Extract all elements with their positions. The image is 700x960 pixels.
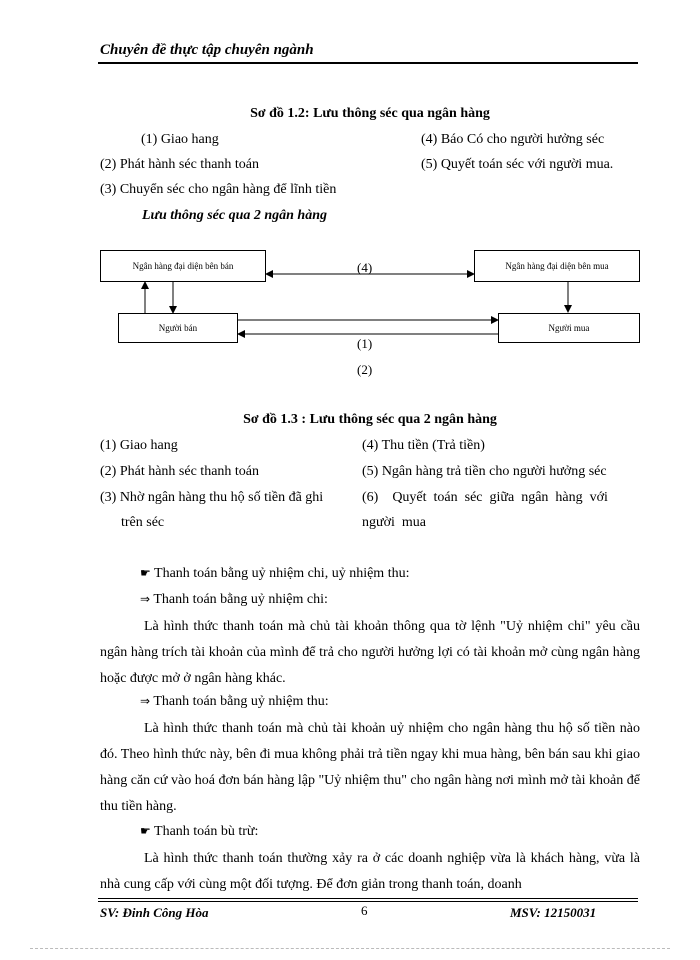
d13-item-6: (6) Quyết toán séc giữa ngân hàng với [362, 490, 608, 505]
d12-item-5: (5) Quyết toán séc với người mua. [421, 157, 614, 172]
bullet-line-2 [140, 824, 258, 840]
flow-label-2: (2) [357, 362, 373, 377]
d13-item-3-cont: trên séc [121, 515, 165, 530]
implies-arrow-icon: ⇒ [140, 592, 151, 606]
arrow-text-1: Thanh toán bằng uỷ nhiệm chi: [153, 592, 328, 607]
arrow-line-2 [140, 694, 329, 710]
d13-item-2: (2) Phát hành séc thanh toán [100, 464, 260, 479]
d12-item-3: (3) Chuyển séc cho ngân hàng để lĩnh tiền [100, 182, 337, 197]
box-buyer-bank: Ngân hàng đại diện bên mua [474, 250, 640, 282]
subheading: Lưu thông séc qua 2 ngân hàng [142, 208, 327, 223]
paragraph-1: Là hình thức thanh toán mà chủ tài khoản thông qua tờ lệnh "Uỷ nhiệm chi" yêu cầu ngân hàng trích tài khoản của mình để trả cho người hưởng lợi có tài khoản mở cùng ngân hàng hoặc được mở ở ngân hàng khác. [100, 619, 640, 686]
box-seller-bank: Ngân hàng đại diện bên bán [100, 250, 266, 282]
d13-item-6-cont: người mua [362, 515, 426, 530]
d13-item-3: (3) Nhờ ngân hàng thu hộ số tiền đã ghi [100, 490, 324, 505]
bullet-text-2: Thanh toán bù trừ: [154, 824, 259, 839]
paragraph-3: Là hình thức thanh toán thường xảy ra ở các doanh nghiệp vừa là khách hàng, vừa là nhà cung cấp với cùng một đối tượng. Để đơn giản trong thanh toán, doanh [100, 851, 640, 892]
d13-item-4: (4) Thu tiền (Trả tiền) [362, 438, 485, 453]
box-buyer: Người mua [498, 313, 640, 343]
footer-rule-double [98, 901, 638, 902]
box-seller: Người bán [118, 313, 238, 343]
pointing-hand-icon: ☛ [140, 566, 151, 580]
footer-rule [98, 898, 638, 899]
pointing-hand-icon: ☛ [140, 824, 151, 838]
arrow-text-2: Thanh toán bằng uỷ nhiệm thu: [153, 694, 329, 709]
diagram-1-3-title: Sơ đồ 1.3 : Lưu thông séc qua 2 ngân hàng [243, 412, 497, 427]
arrow-line-1 [140, 592, 328, 608]
flow-label-4: (4) [357, 260, 373, 275]
implies-arrow-icon: ⇒ [140, 694, 151, 708]
bullet-line-1 [140, 566, 409, 582]
d13-item-1: (1) Giao hang [100, 438, 178, 453]
page-number: 6 [361, 903, 368, 918]
d12-item-4: (4) Báo Có cho người hưởng séc [421, 132, 605, 147]
d12-item-2: (2) Phát hành séc thanh toán [100, 157, 260, 172]
d13-item-5: (5) Ngân hàng trả tiền cho người hưởng séc [362, 464, 607, 479]
header-title: Chuyên đề thực tập chuyên ngành [100, 42, 314, 58]
d12-item-1: (1) Giao hang [141, 132, 219, 147]
footer-student-id: MSV: 12150031 [510, 905, 597, 920]
footer-student-name: SV: Đinh Công Hòa [100, 905, 209, 920]
bullet-text-1: Thanh toán bằng uỷ nhiệm chi, uỷ nhiệm thu: [154, 566, 410, 581]
paragraph-2: Là hình thức thanh toán mà chủ tài khoản uỷ nhiệm cho ngân hàng thu hộ số tiền nào đó. Theo hình thức này, bên đi mua không phải trả tiền ngay khi mua hàng, bên bán sau khi giao hàng căn cứ vào hoá đơn bán hàng lập "Uỷ nhiệm thu" cho ngân hàng nơi mình mở tài khoản để thu tiền hàng. [100, 721, 640, 814]
diagram-1-2-title: Sơ đồ 1.2: Lưu thông séc qua ngân hàng [250, 106, 490, 121]
flow-label-1: (1) [357, 336, 373, 351]
page-break-line [30, 948, 670, 949]
